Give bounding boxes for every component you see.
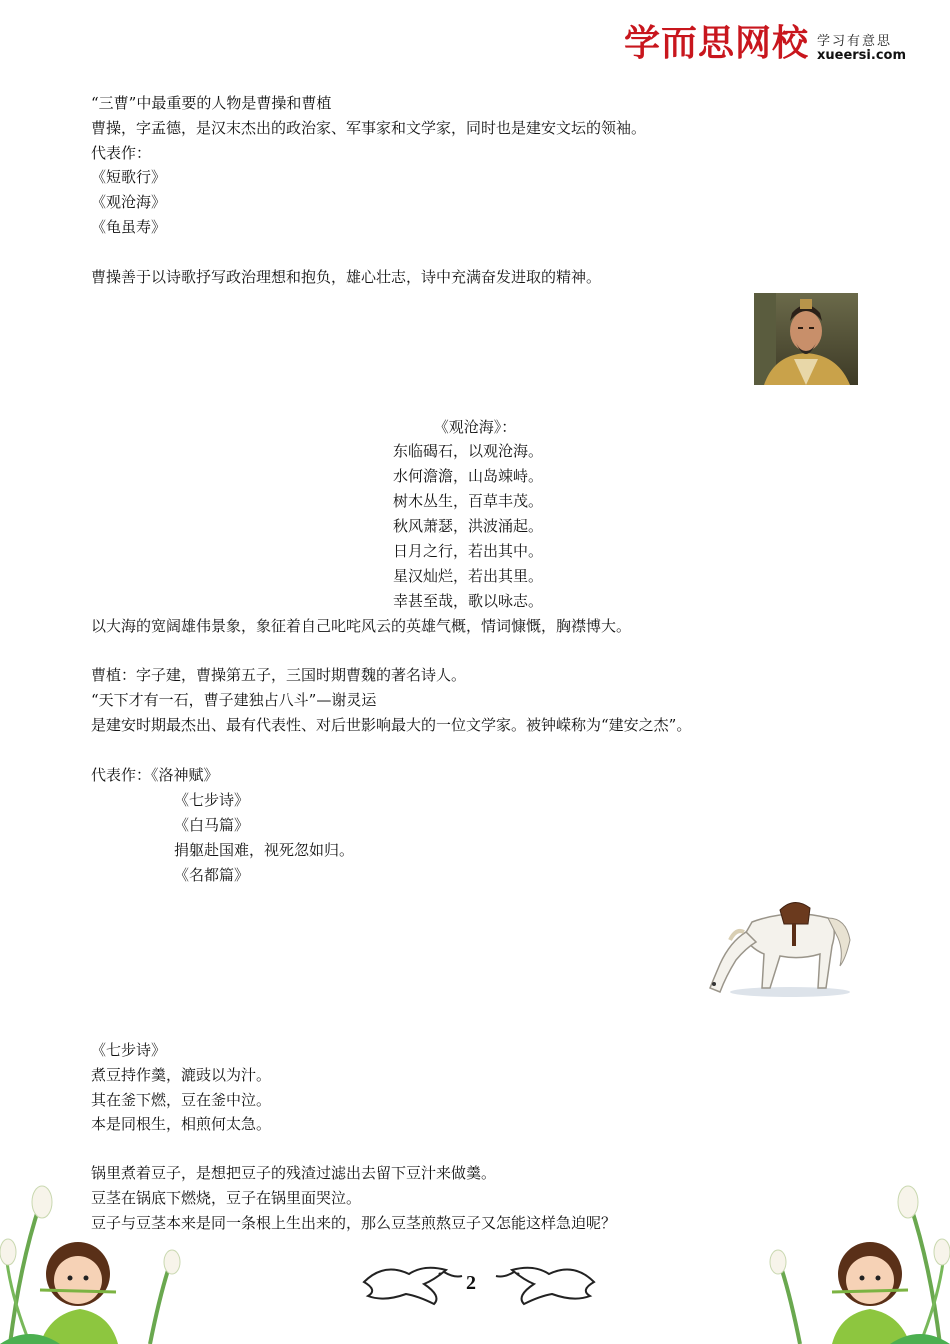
page-number: 2 (466, 1272, 476, 1294)
caocao-portrait-image (754, 293, 858, 385)
brand-logo (624, 22, 924, 70)
intro-text: “三曹”中最重要的人物是曹操和曹植 (91, 94, 332, 112)
translation-line: 豆子与豆茎本来是同一条根上生出来的，那么豆茎煎熬豆子又怎能这样急迫呢？ (91, 1214, 617, 1232)
horse-illustration (700, 888, 860, 1000)
girl-flowers-decoration-left (0, 1144, 190, 1344)
caozhi-evaluation: 是建安时期最杰出、最有代表性、对后世影响最大的一位文学家。被钟嵘称为“建安之杰”。 (91, 716, 692, 734)
logo-slogan: 学习有意思 (817, 34, 893, 49)
caocao-work-item: 《短歌行》 (91, 168, 167, 186)
poem-title: 《观沧海》： (433, 418, 517, 436)
poem-comment: 以大海的宽阔雄伟景象，象征着自己叱咤风云的英雄气概，情词慷慨，胸襟博大。 (91, 617, 632, 635)
caozhi-quote: “天下才有一石，曹子建独占八斗”—谢灵运 (91, 691, 377, 709)
caozhi-work-item: 《白马篇》 (174, 816, 250, 834)
logo-text: 学而思网校 (624, 23, 810, 64)
poem-line: 幸甚至哉，歌以咏志。 (393, 592, 544, 610)
dove-left-icon (354, 1252, 464, 1312)
caozhi-description: 曹植：字子建，曹操第五子，三国时期曹魏的著名诗人。 (91, 666, 467, 684)
qibushi-line: 其在釜下燃，豆在釜中泣。 (91, 1091, 272, 1109)
caozhi-work-quote: 捐躯赴国难，视死忽如归。 (174, 841, 355, 859)
caozhi-work-item: 《名都篇》 (174, 866, 250, 884)
caocao-description: 曹操，字孟德，是汉末杰出的政治家、军事家和文学家，同时也是建安文坛的领袖。 (91, 119, 647, 137)
poem-line: 树木丛生，百草丰茂。 (393, 492, 544, 510)
girl-flowers-decoration-right (760, 1144, 950, 1344)
logo-url: xueersi.com (817, 48, 907, 63)
poem-line: 日月之行，若出其中。 (393, 542, 544, 560)
translation-line: 锅里煮着豆子，是想把豆子的残渣过滤出去留下豆汁来做羹。 (91, 1164, 497, 1182)
translation-line: 豆茎在锅底下燃烧，豆子在锅里面哭泣。 (91, 1189, 362, 1207)
poem-line: 秋风萧瑟，洪波涌起。 (393, 517, 544, 535)
qibushi-line: 煮豆持作羹，漉豉以为汁。 (91, 1066, 272, 1084)
poem-line: 水何澹澹，山岛竦峙。 (393, 467, 544, 485)
poem-line: 东临碣石，以观沧海。 (393, 442, 544, 460)
caozhi-work-item: 《七步诗》 (174, 791, 250, 809)
dove-right-icon (494, 1252, 604, 1312)
caozhi-works-label: 代表作：《洛神赋》 (91, 766, 219, 784)
qibushi-line: 本是同根生，相煎何太急。 (91, 1115, 272, 1133)
caocao-summary: 曹操善于以诗歌抒写政治理想和抱负，雄心壮志，诗中充满奋发进取的精神。 (91, 268, 602, 286)
caocao-work-item: 《观沧海》 (91, 193, 167, 211)
poem-line: 星汉灿烂，若出其里。 (393, 567, 544, 585)
caocao-works-label: 代表作： (91, 144, 152, 162)
qibushi-title: 《七步诗》 (91, 1041, 167, 1059)
caocao-work-item: 《龟虽寿》 (91, 218, 167, 236)
